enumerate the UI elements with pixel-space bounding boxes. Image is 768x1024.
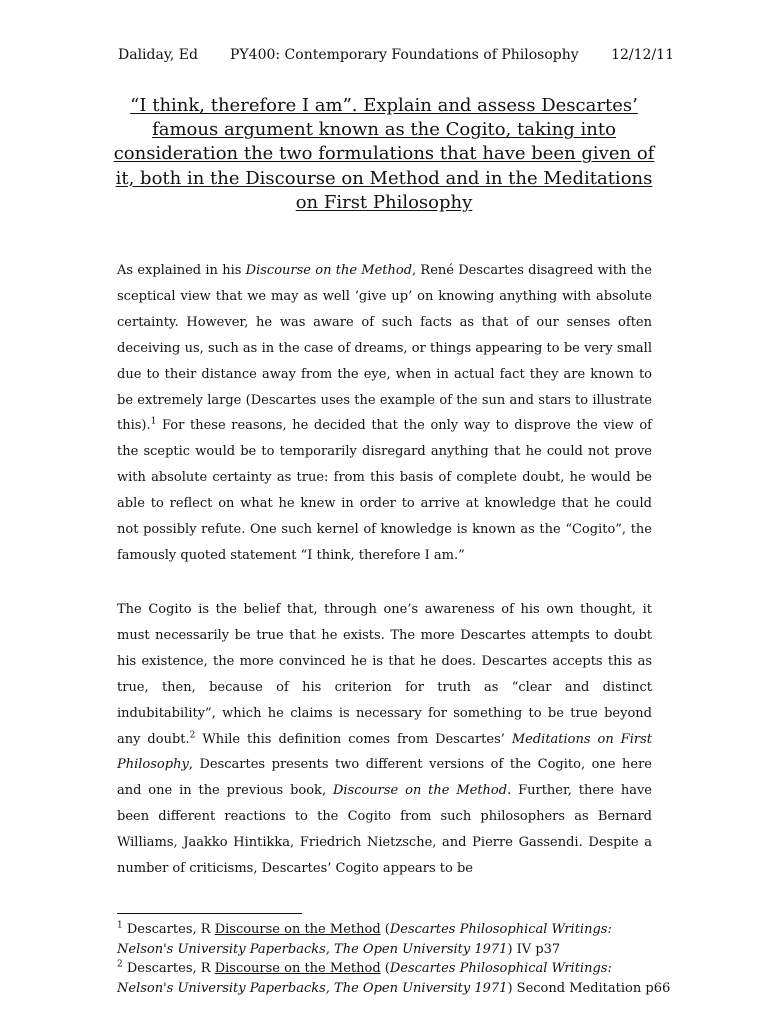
footnote-2-publication-1: Descartes Philosophical Writings:: [389, 961, 612, 976]
footnote-1-author: Descartes, R: [122, 922, 215, 937]
footnote-1: [117, 920, 677, 959]
title-line-5: on First Philosophy: [295, 191, 473, 213]
p2-text-d: , Descartes presents two different versions of the Cogito, one here and one in the previous book,: [117, 757, 652, 799]
footnote-2-publication-2: Nelson's University Paperbacks, The Open University 1971: [117, 980, 508, 996]
paragraph-1: [117, 258, 652, 569]
footnote-2-number: 2: [117, 959, 123, 970]
title-line-1: “I think, therefore I am”. Explain and assess Descartes’: [130, 95, 638, 116]
footnote-2-author: Descartes, R: [122, 961, 215, 976]
footnote-2-locator: Second Meditation p66: [512, 980, 671, 996]
header-author: Daliday, Ed: [118, 47, 198, 63]
title-line-3: consideration the two formulations that have been given of: [113, 143, 655, 165]
footnote-2-open: (: [380, 961, 390, 976]
footnote-1-publication-1: Descartes Philosophical Writings:: [389, 922, 612, 937]
p1-text-d: For these reasons, he decided that the only way to disprove the view of the sceptic would be to temporarily disregard anything that he could not prove with absolute certainty as true: from this basis of complete doubt, he would be able to reflect on what he knew in order to arrive at knowledge that he could not possibly refute. One such kernel of knowledge is known as the “Cogito”, the famously quoted statement “I think, therefore I am.”: [117, 418, 652, 563]
footnote-ref-2[interactable]: 2: [189, 730, 196, 741]
title-line-4: it, both in the Discourse on Method and in the Meditations: [115, 167, 653, 189]
footnote-1-locator: IV p37: [512, 941, 561, 957]
footnote-1-publication-2: Nelson's University Paperbacks, The Open University 1971: [117, 941, 508, 957]
p1-text-c: , René Descartes disagreed with the sceptical view that we may as well ‘give up’ on knowing anything with absolute certainty. However, he was aware of such facts as that of our senses often deceiving us, such as in the case of dreams, or things appearing to be very small due to their distance away from the eye, when in actual fact they are known to be extremely large (Descartes uses the example of the sun and stars to illustrate this).: [117, 263, 652, 434]
p2-italic-discourse: Discourse on the Method: [332, 783, 508, 799]
footnote-2-close: ): [507, 980, 513, 996]
p2-italic-meditations: Meditations on First Philosophy: [117, 731, 652, 773]
footnotes: [117, 920, 677, 998]
footnote-2-work: Discourse on the Method: [214, 961, 381, 976]
p1-italic-discourse: Discourse on the Method: [245, 263, 413, 278]
p1-text-a: As explained in his: [117, 263, 246, 278]
footnote-1-number: 1: [117, 920, 123, 931]
footnote-1-work: Discourse on the Method: [214, 922, 381, 937]
footnote-2: [117, 959, 677, 998]
p2-text-f: . Further, there have been different reactions to the Cogito from such philosophers as Bernard Williams, Jaakko Hintikka, Friedrich Nietzsche, and Pierre Gassendi. Despite a number of criticisms, Descartes’ Cogito appears to be: [117, 783, 652, 877]
header-course: PY400: Contemporary Foundations of Philosophy: [230, 47, 579, 63]
title-line-2: famous argument known as the Cogito, taking into: [152, 119, 616, 141]
footnote-separator: [117, 913, 302, 914]
essay-title: [108, 94, 660, 215]
footnote-1-close: ): [507, 941, 513, 957]
footnote-ref-1[interactable]: 1: [150, 417, 157, 428]
paragraph-2: [117, 597, 652, 882]
p2-text-a: The Cogito is the belief that, through one’s awareness of his own thought, it must necessarily be true that he exists. The more Descartes attempts to doubt his existence, the more convinced he is that he does. Descartes accepts this as true, then, because of his criterion for truth as “clear and distinct indubitability”, which he claims is necessary for something to be true beyond any doubt.: [117, 602, 652, 747]
header-date: 12/12/11: [611, 47, 674, 63]
footnote-1-open: (: [380, 922, 390, 937]
p2-text-b: While this definition comes from Descartes’: [195, 731, 512, 747]
